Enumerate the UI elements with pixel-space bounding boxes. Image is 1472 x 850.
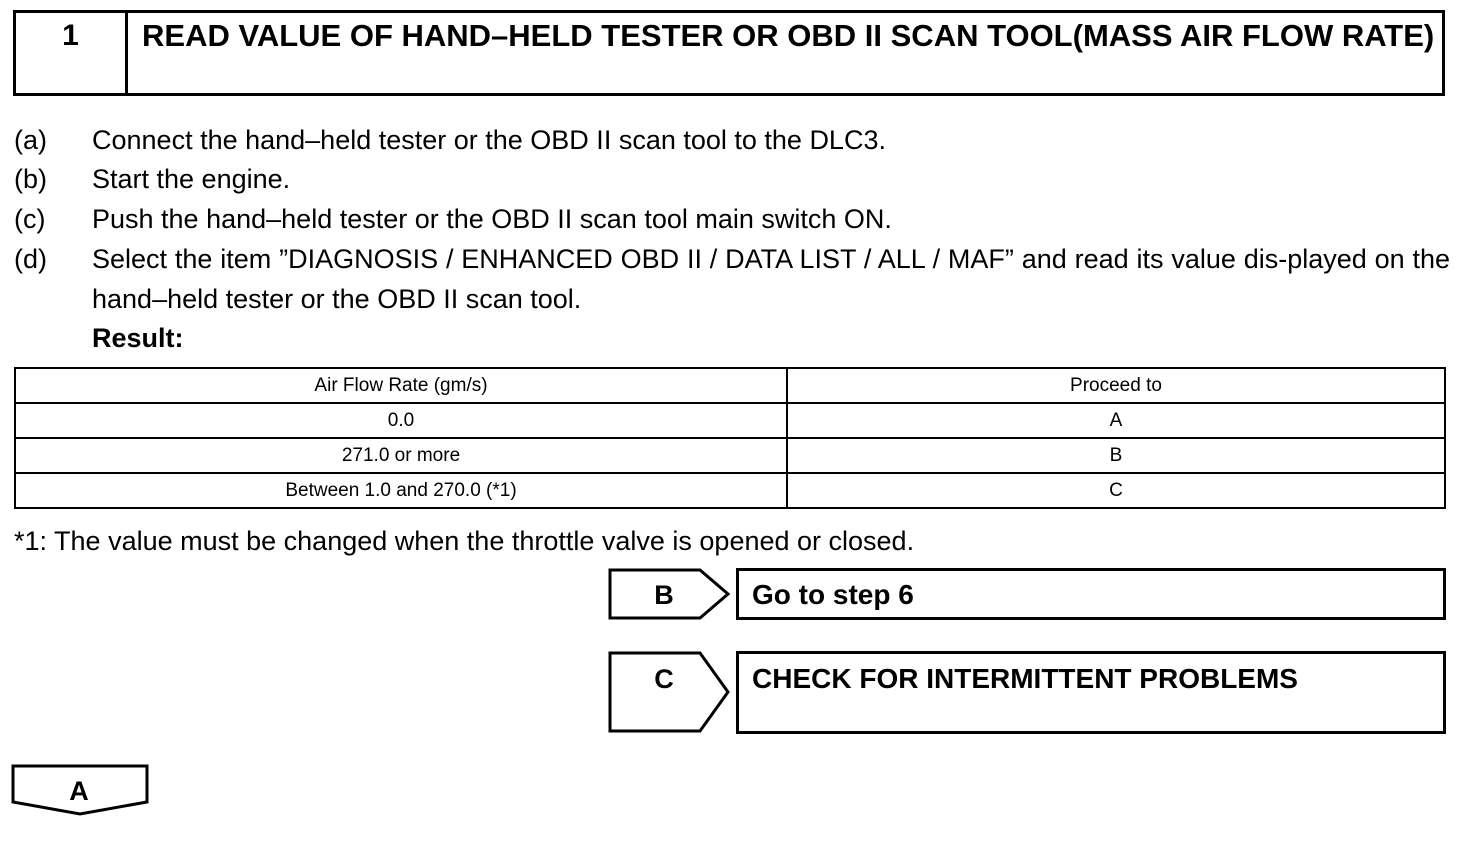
instruction-tag: (a): [14, 125, 47, 155]
instruction-text: Push the hand–held tester or the OBD II scan tool main switch ON.: [92, 204, 892, 234]
table-cell: Between 1.0 and 270.0 (*1): [15, 473, 787, 508]
table-cell: 271.0 or more: [15, 438, 787, 473]
instruction-tag: (b): [14, 164, 47, 194]
table-row: [15, 403, 1445, 438]
branch-a-letter: A: [69, 776, 89, 806]
instruction-text: Connect the hand–held tester or the OBD II scan tool to the DLC3.: [92, 125, 886, 155]
table-row: [15, 473, 1445, 508]
table-header: Proceed to: [787, 368, 1445, 403]
table-header-row: [15, 368, 1445, 403]
table-row: [15, 438, 1445, 473]
instruction-tag: (d): [14, 244, 47, 274]
instruction-b: [14, 159, 1454, 199]
instruction-text: Start the engine.: [92, 164, 291, 194]
instruction-tag: (c): [14, 204, 46, 234]
instruction-a: [14, 120, 1454, 160]
branch-a-tag: [11, 764, 151, 818]
step-title: READ VALUE OF HAND–HELD TESTER OR OBD II SCAN TOOL(MASS AIR FLOW RATE): [142, 18, 1435, 53]
table-cell: 0.0: [15, 403, 787, 438]
result-label: Result:: [92, 323, 184, 353]
table-cell: B: [787, 438, 1445, 473]
step-header: [13, 10, 1445, 96]
instruction-d: [14, 239, 1454, 319]
branch-c-action: CHECK FOR INTERMITTENT PROBLEMS: [736, 651, 1446, 734]
branch-b-action: Go to step 6: [736, 568, 1446, 620]
table-cell: A: [787, 403, 1445, 438]
table-cell: C: [787, 473, 1445, 508]
step-number: 1: [16, 13, 128, 93]
instruction-text: Select the item ”DIAGNOSIS / ENHANCED OBD II / DATA LIST / ALL / MAF” and read its value dis-played on the hand–held tester or the OBD II scan tool.: [92, 244, 1450, 314]
footnote: *1: The value must be changed when the throttle valve is opened or closed.: [14, 526, 915, 556]
result-table: [14, 367, 1446, 509]
table-header: Air Flow Rate (gm/s): [15, 368, 787, 403]
branch-b-letter: B: [654, 580, 674, 610]
instruction-c: [14, 199, 1454, 239]
branch-c-letter: C: [654, 664, 674, 694]
branch-c-tag: [608, 651, 734, 735]
branch-b-tag: [608, 568, 734, 622]
